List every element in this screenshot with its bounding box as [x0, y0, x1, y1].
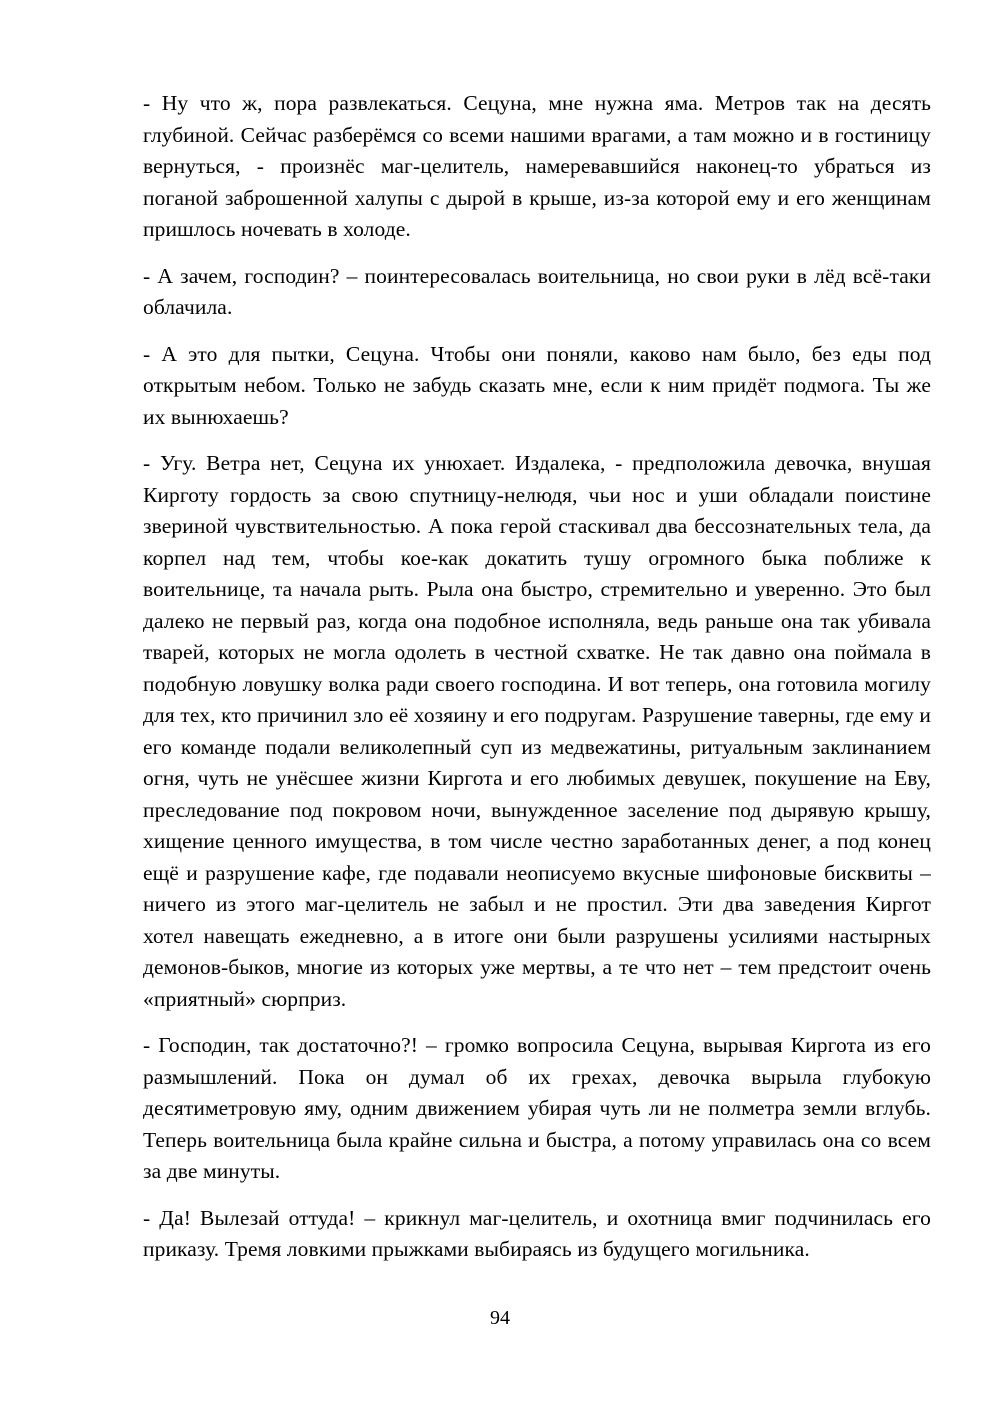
- text-column: [143, 88, 931, 1281]
- paragraph-1: - Ну что ж, пора развлекаться. Сецуна, мне нужна яма. Метров так на десять глубиной. Сейчас разберёмся со всеми нашими врагами, а там можно и в гостиницу вернуться, - произнёс маг-целитель, намеревавшийся наконец-то убраться из поганой заброшенной халупы с дырой в крыше, из-за которой ему и его женщинам пришлось ночевать в холоде.: [143, 91, 931, 241]
- paragraph-3: - А это для пытки, Сецуна. Чтобы они поняли, каково нам было, без еды под открытым небом. Только не забудь сказать мне, если к ним придёт подмога. Ты же их вынюхаешь?: [143, 341, 931, 429]
- paragraph-6: - Да! Вылезай оттуда! – крикнул маг-целитель, и охотница вмиг подчинилась его приказу. Тремя ловкими прыжками выбираясь из будущего могильника.: [143, 1205, 931, 1261]
- paragraph-2: - А зачем, господин? – поинтересовалась воительница, но свои руки в лёд всё-таки облачила.: [143, 263, 931, 319]
- paragraph-4: - Угу. Ветра нет, Сецуна их унюхает. Издалека, - предположила девочка, внушая Кирготу гордость за свою спутницу-нелюдя, чьи нос и уши обладали поистине звериной чувствительностью. А пока герой стаскивал два бессознательных тела, да корпел над тем, чтобы кое-как докатить тушу огромного быка поближе к воительнице, та начала рыть. Рыла она быстро, стремительно и уверенно. Это был далеко не первый раз, когда она подобное исполняла, ведь раньше она так убивала тварей, которых не могла одолеть в честной схватке. Не так давно она поймала в подобную ловушку волка ради своего господина. И вот теперь, она готовила могилу для тех, кто причинил зло её хозяину и его подругам. Разрушение таверны, где ему и его команде подали великолепный суп из медвежатины, ритуальным заклинанием огня, чуть не унёсшее жизни Киргота и его любимых девушек, покушение на Еву, преследование под покровом ночи, вынужденное заселение под дырявую крышу, хищение ценного имущества, в том числе честно заработанных денег, а под конец ещё и разрушение кафе, где подавали неописуемо вкусные шифоновые бисквиты – ничего из этого маг-целитель не забыл и не простил. Эти два заведения Киргот хотел навещать ежедневно, а в итоге они были разрушены усилиями настырных демонов-быков, многие из которых уже мертвы, а те что нет – тем предстоит очень «приятный» сюрприз.: [143, 451, 931, 1011]
- paragraph-5: - Господин, так достаточно?! – громко вопросила Сецуна, вырывая Киргота из его размышлений. Пока он думал об их грехах, девочка вырыла глубокую десятиметровую яму, одним движением убирая чуть ли не полметра земли вглубь. Теперь воительница была крайне сильна и быстра, а потому управилась она со всем за две минуты.: [143, 1033, 931, 1183]
- page-number: 94: [490, 1307, 510, 1329]
